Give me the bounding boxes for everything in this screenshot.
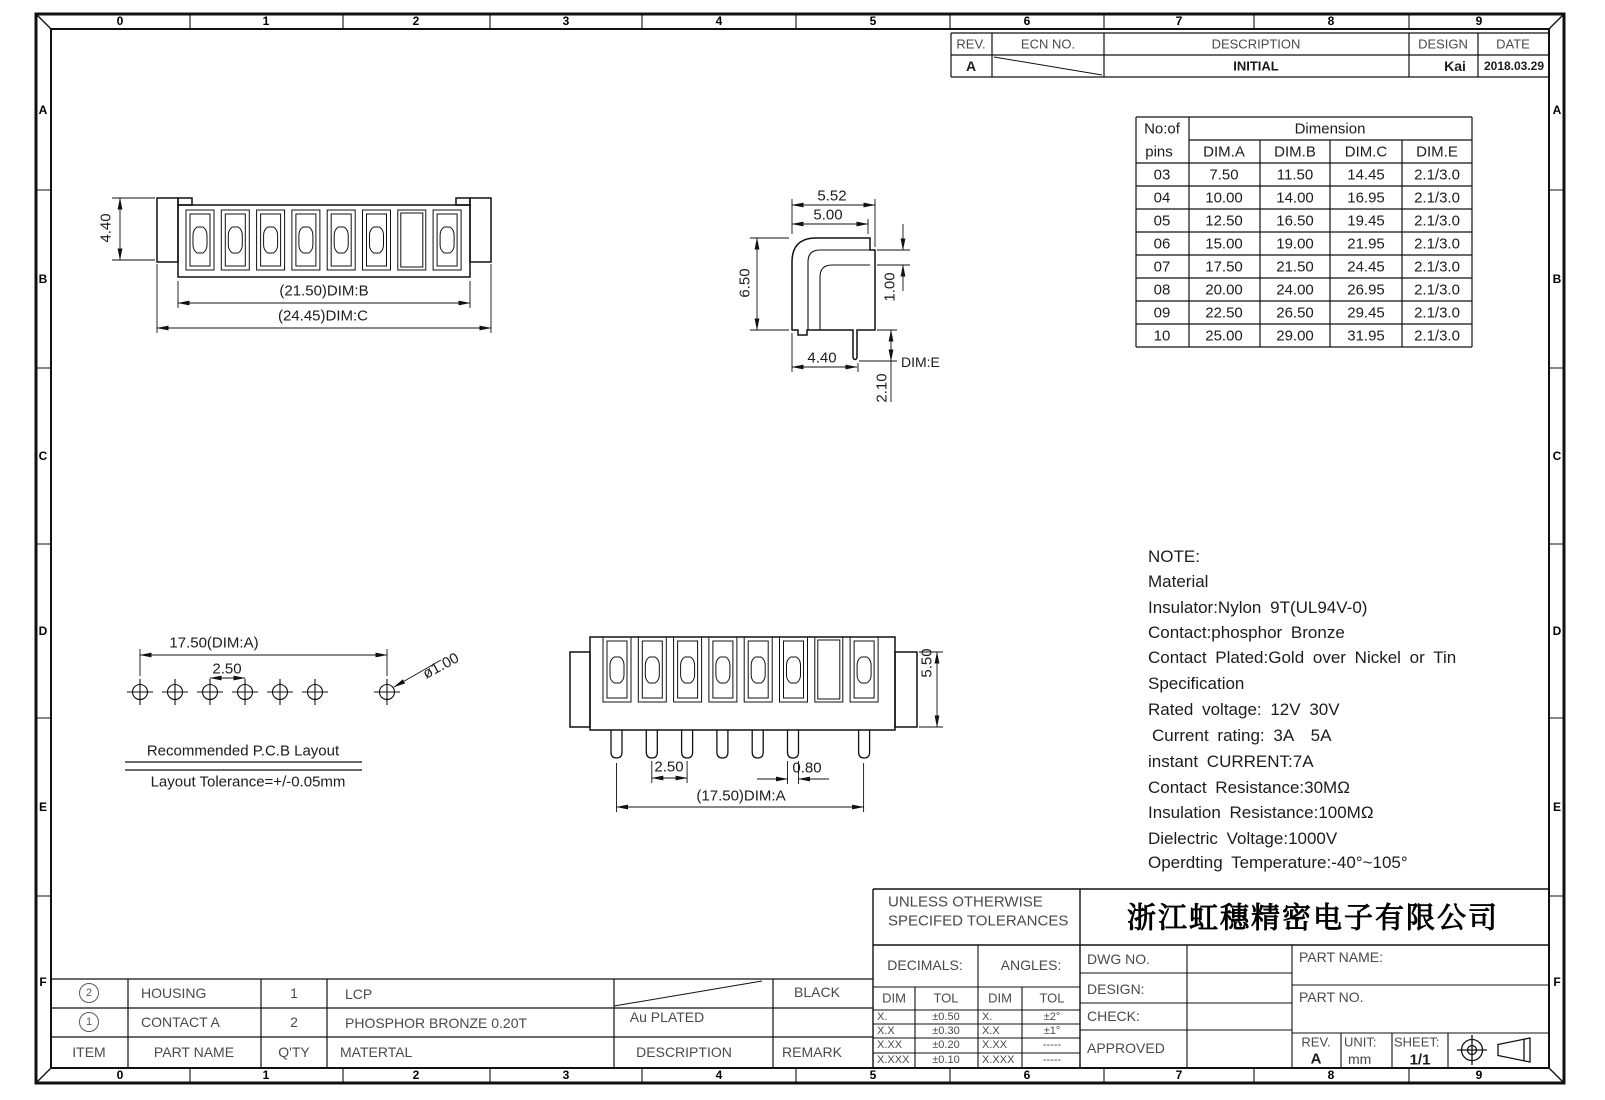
sheet-value: 1/1 xyxy=(1409,1051,1431,1069)
note-line: Insulation Resistance:100MΩ xyxy=(1148,803,1374,822)
note-line: Contact Resistance:30MΩ xyxy=(1148,778,1350,797)
bom-header: ITEM xyxy=(72,1044,106,1060)
dim-label: ø1.00 xyxy=(420,649,462,683)
note-line: Rated voltage: 12V 30V xyxy=(1148,700,1340,719)
table-cell: 21.50 xyxy=(1276,258,1314,276)
table-cell: X.X xyxy=(982,1025,1000,1037)
table-cell: X. xyxy=(877,1011,888,1023)
dim-col-header: DIM.E xyxy=(1416,143,1458,161)
approved-label: APPROVED xyxy=(1087,1040,1165,1056)
grid-col-label: 2 xyxy=(412,14,420,28)
table-cell: 19.45 xyxy=(1347,212,1385,230)
table-cell: 2 xyxy=(290,1014,298,1030)
unit-value: mm xyxy=(1348,1051,1372,1067)
dwg-no-label: DWG NO. xyxy=(1087,951,1150,967)
grid-col-label: 8 xyxy=(1327,14,1335,28)
projection-symbol-icon xyxy=(1457,1035,1530,1065)
dim-label: 5.50 xyxy=(918,648,936,678)
table-cell: 2.1/3.0 xyxy=(1414,189,1460,207)
table-cell: 29.00 xyxy=(1276,327,1314,345)
design-header: DESIGN xyxy=(1418,36,1468,52)
dim-label: 6.50 xyxy=(736,268,754,298)
note-line: Dielectric Voltage:1000V xyxy=(1148,829,1338,848)
dim-label: 0.80 xyxy=(792,759,822,777)
item-number-badge: 1 xyxy=(79,1012,99,1032)
table-cell: 14.00 xyxy=(1276,189,1314,207)
grid-col-label: 2 xyxy=(412,1068,420,1082)
table-cell: 1 xyxy=(290,985,298,1001)
pcb-layout-title: Recommended P.C.B Layout xyxy=(146,742,340,760)
dimension-group-header: Dimension xyxy=(1294,120,1366,138)
table-cell: X.XX xyxy=(877,1039,903,1051)
grid-col-label: 7 xyxy=(1175,1068,1183,1082)
grid-col-label: 0 xyxy=(116,14,124,28)
grid-col-label: 9 xyxy=(1475,1068,1483,1082)
dim-label: 2.10 xyxy=(873,373,891,403)
note-line: NOTE: xyxy=(1148,547,1200,566)
grid-col-label: 4 xyxy=(715,1068,723,1082)
table-cell: ±0.20 xyxy=(932,1039,960,1051)
grid-col-label: 5 xyxy=(869,14,877,28)
pins-header: pins xyxy=(1145,143,1173,161)
grid-col-label: 1 xyxy=(262,14,270,28)
table-cell: 14.45 xyxy=(1347,166,1385,184)
grid-row-label: E xyxy=(1552,800,1562,814)
dim-col-header: DIM xyxy=(988,990,1012,1006)
tol-col-header: TOL xyxy=(933,990,959,1006)
table-cell: CONTACT A xyxy=(141,1014,220,1030)
table-cell: 31.95 xyxy=(1347,327,1385,345)
grid-col-label: 3 xyxy=(562,1068,570,1082)
table-cell: LCP xyxy=(345,986,373,1002)
table-cell: X. xyxy=(982,1011,993,1023)
note-line: Contact:phosphor Bronze xyxy=(1148,623,1345,642)
table-cell: 2.1/3.0 xyxy=(1414,166,1460,184)
description-header: DESCRIPTION xyxy=(1211,36,1301,52)
rev-label: REV. xyxy=(1301,1034,1331,1050)
table-cell: 16.50 xyxy=(1276,212,1314,230)
table-cell: PHOSPHOR BRONZE 0.20T xyxy=(345,1015,528,1031)
dim-col-header: DIM.C xyxy=(1344,143,1388,161)
table-cell: 2.1/3.0 xyxy=(1414,235,1460,253)
table-cell: ±0.30 xyxy=(932,1025,960,1037)
grid-col-label: 6 xyxy=(1023,14,1031,28)
check-label: CHECK: xyxy=(1087,1008,1140,1024)
table-cell: 09 xyxy=(1153,304,1171,322)
table-cell: 10 xyxy=(1153,327,1171,345)
grid-col-label: 7 xyxy=(1175,14,1183,28)
date-header: DATE xyxy=(1496,36,1530,52)
rev-date: 2018.03.29 xyxy=(1483,59,1545,73)
grid-col-label: 6 xyxy=(1023,1068,1031,1082)
bom-header: PART NAME xyxy=(153,1044,235,1060)
part-no-label: PART NO. xyxy=(1299,989,1364,1005)
dim-col-header: DIM.B xyxy=(1274,143,1316,161)
table-cell: 21.95 xyxy=(1347,235,1385,253)
table-cell: ±1° xyxy=(1043,1025,1061,1037)
table-cell: ----- xyxy=(1042,1039,1062,1051)
grid-row-label: D xyxy=(38,624,48,638)
table-cell: 17.50 xyxy=(1205,258,1243,276)
dim-label: 5.52 xyxy=(817,187,847,205)
dim-e-label: DIM:E xyxy=(901,354,940,370)
table-cell: 11.50 xyxy=(1276,166,1314,184)
note-line: Material xyxy=(1148,572,1209,591)
design-label: DESIGN: xyxy=(1087,981,1145,997)
table-cell: 2.1/3.0 xyxy=(1414,212,1460,230)
dim-label: 5.00 xyxy=(813,206,843,224)
table-cell: 06 xyxy=(1153,235,1171,253)
pcb-layout-tolerance: Layout Tolerance=+/-0.05mm xyxy=(150,773,346,791)
rev-value: A xyxy=(965,58,977,74)
table-cell: 05 xyxy=(1153,212,1171,230)
dim-label: (17.50)DIM:A xyxy=(696,787,786,805)
dim-label: 4.40 xyxy=(807,349,837,367)
grid-row-label: D xyxy=(1552,624,1562,638)
grid-row-label: B xyxy=(38,272,48,286)
grid-row-label: F xyxy=(39,975,47,989)
sheet-label: SHEET: xyxy=(1394,1034,1440,1050)
tol-col-header: TOL xyxy=(1039,990,1065,1006)
angles-label: ANGLES: xyxy=(1000,957,1062,973)
table-cell: 07 xyxy=(1153,258,1171,276)
bom-header: Q'TY xyxy=(278,1044,310,1060)
table-cell: 2.1/3.0 xyxy=(1414,281,1460,299)
dim-label: (24.45)DIM:C xyxy=(277,307,369,325)
table-cell: 03 xyxy=(1153,166,1171,184)
table-cell: 26.50 xyxy=(1276,304,1314,322)
note-line: Operdting Temperature:-40°~105° xyxy=(1148,853,1408,872)
table-cell: 15.00 xyxy=(1205,235,1243,253)
grid-col-label: 8 xyxy=(1327,1068,1335,1082)
bottom-view xyxy=(570,637,943,812)
grid-col-label: 3 xyxy=(562,14,570,28)
tolerance-note: SPECIFED TOLERANCES xyxy=(888,912,1069,930)
rev-description: INITIAL xyxy=(1233,58,1279,74)
part-name-label: PART NAME: xyxy=(1299,949,1384,965)
table-cell: Au PLATED xyxy=(629,1009,705,1025)
grid-row-label: A xyxy=(1552,103,1562,117)
table-cell: 19.00 xyxy=(1276,235,1314,253)
dim-col-header: DIM xyxy=(882,990,906,1006)
rev-value: A xyxy=(1310,1050,1322,1068)
table-cell: 26.95 xyxy=(1347,281,1385,299)
table-cell: ±0.10 xyxy=(932,1054,960,1066)
company-name: 浙江虹穗精密电子有限公司 xyxy=(1126,902,1500,935)
table-cell: 25.00 xyxy=(1205,327,1243,345)
unit-label: UNIT: xyxy=(1344,1034,1377,1050)
table-cell: 2.1/3.0 xyxy=(1414,258,1460,276)
dim-label: 4.40 xyxy=(97,213,115,243)
table-cell: 24.45 xyxy=(1347,258,1385,276)
pins-header: No:of xyxy=(1144,120,1180,138)
tolerance-note: UNLESS OTHERWISE xyxy=(888,893,1043,911)
decimals-label: DECIMALS: xyxy=(887,957,963,973)
grid-row-label: C xyxy=(1552,449,1562,463)
table-cell: 08 xyxy=(1153,281,1171,299)
dim-label: 2.50 xyxy=(654,758,684,776)
note-line: instant CURRENT:7A xyxy=(1148,752,1314,771)
note-line: Specification xyxy=(1148,674,1245,693)
bom-header: DESCRIPTION xyxy=(636,1044,732,1060)
grid-row-label: E xyxy=(38,800,48,814)
table-cell: 2.1/3.0 xyxy=(1414,327,1460,345)
table-cell: X.XXX xyxy=(877,1054,910,1066)
dim-label: 1.00 xyxy=(881,272,899,302)
table-cell: 7.50 xyxy=(1209,166,1239,184)
table-cell: X.XX xyxy=(982,1039,1008,1051)
table-cell: ----- xyxy=(1042,1054,1062,1066)
table-cell: 16.95 xyxy=(1347,189,1385,207)
dim-label: 2.50 xyxy=(212,660,242,678)
item-number-badge: 2 xyxy=(79,983,99,1003)
bom-header: REMARK xyxy=(782,1044,842,1060)
note-line: Insulator:Nylon 9T(UL94V-0) xyxy=(1148,598,1368,617)
grid-col-label: 5 xyxy=(869,1068,877,1082)
table-cell: ±2° xyxy=(1043,1011,1061,1023)
table-cell: X.X xyxy=(877,1025,895,1037)
grid-col-label: 4 xyxy=(715,14,723,28)
grid-row-label: A xyxy=(38,103,48,117)
table-cell: 04 xyxy=(1153,189,1171,207)
grid-col-label: 9 xyxy=(1475,14,1483,28)
bom-header: MATERTAL xyxy=(340,1044,413,1060)
grid-col-label: 1 xyxy=(262,1068,270,1082)
grid-row-label: B xyxy=(1552,272,1562,286)
dim-label: (21.50)DIM:B xyxy=(279,282,369,300)
note-line: Contact Plated:Gold over Nickel or Tin xyxy=(1148,648,1457,667)
table-cell: 2.1/3.0 xyxy=(1414,304,1460,322)
table-cell: 20.00 xyxy=(1205,281,1243,299)
table-cell: 29.45 xyxy=(1347,304,1385,322)
ecn-header: ECN NO. xyxy=(1020,36,1076,52)
grid-row-label: F xyxy=(1553,975,1561,989)
rev-header: REV. xyxy=(956,36,986,52)
table-cell: 22.50 xyxy=(1205,304,1243,322)
dim-col-header: DIM.A xyxy=(1203,143,1245,161)
grid-col-label: 0 xyxy=(116,1068,124,1082)
table-cell: 10.00 xyxy=(1205,189,1243,207)
table-cell: 12.50 xyxy=(1205,212,1243,230)
rev-designer: Kai xyxy=(1444,58,1466,74)
table-cell: HOUSING xyxy=(141,985,207,1001)
dim-label: 17.50(DIM:A) xyxy=(169,634,259,652)
table-cell: 24.00 xyxy=(1276,281,1314,299)
table-cell: BLACK xyxy=(794,984,840,1000)
table-cell: X.XXX xyxy=(982,1054,1015,1066)
note-line: Current rating: 3A 5A xyxy=(1152,726,1332,745)
table-cell: ±0.50 xyxy=(932,1011,960,1023)
grid-row-label: C xyxy=(38,449,48,463)
